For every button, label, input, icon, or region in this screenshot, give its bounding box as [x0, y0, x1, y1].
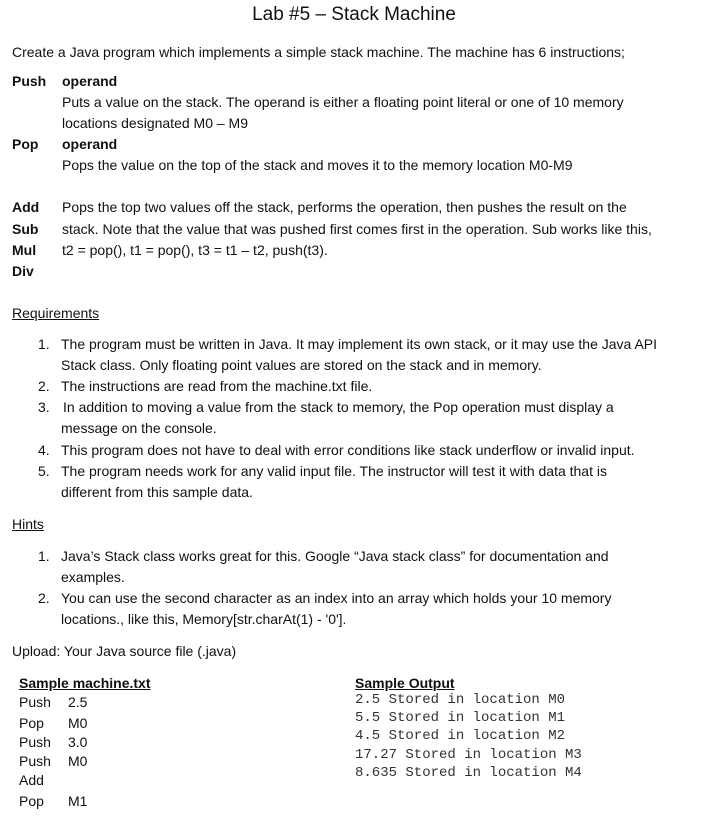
push-description-line: Puts a value on the stack. The operand is either a floating point literal or one of 10 memory: [62, 94, 624, 110]
sample-output-heading: Sample Output: [355, 675, 455, 691]
requirement-number: 3.: [38, 399, 50, 415]
sample-op: Push: [19, 753, 51, 769]
requirement-line: Stack class. Only floating point values are stored on the stack and in memory.: [61, 357, 542, 373]
requirement-line: This program does not have to deal with error conditions like stack underflow or invalid input.: [61, 442, 635, 458]
requirement-line: The program needs work for any valid input file. The instructor will test it with data that is: [61, 463, 607, 479]
sample-output-line: 17.27 Stored in location M3: [355, 747, 582, 763]
requirement-line: In addition to moving a value from the stack to memory, the Pop operation must display a: [63, 399, 614, 415]
requirement-line: different from this sample data.: [61, 484, 253, 500]
hint-line: You can use the second character as an index into an array which holds your 10 memory: [61, 590, 612, 606]
hint-line: locations., like this, Memory[str.charAt(1) - '0'].: [61, 611, 347, 627]
sample-op: Pop: [19, 715, 44, 731]
requirements-heading: Requirements: [12, 305, 100, 321]
hint-line: examples.: [61, 569, 125, 585]
arith-description-line: Pops the top two values off the stack, performs the operation, then pushes the result on the: [62, 199, 627, 215]
push-description-line: locations designated M0 – M9: [62, 115, 248, 131]
hint-number: 1.: [38, 548, 50, 564]
sample-op: Add: [19, 772, 44, 788]
add-instruction-name: Add: [12, 199, 40, 215]
sample-arg: M0: [68, 715, 88, 731]
sample-output-line: 5.5 Stored in location M1: [355, 710, 566, 726]
requirement-line: message on the console.: [61, 420, 217, 436]
sample-machine-heading: Sample machine.txt: [19, 675, 151, 691]
sample-op: Pop: [19, 793, 44, 809]
intro-text: Create a Java program which implements a simple stack machine. The machine has 6 instructions;: [12, 44, 625, 60]
sample-output-line: 2.5 Stored in location M0: [355, 692, 566, 708]
requirement-line: The instructions are read from the machine.txt file.: [61, 378, 373, 394]
mul-instruction-name: Mul: [12, 242, 37, 258]
sample-arg: 2.5: [68, 694, 88, 710]
requirement-number: 1.: [38, 336, 50, 352]
push-instruction-name: Push: [12, 73, 47, 89]
sample-arg: M1: [68, 793, 88, 809]
hint-line: Java’s Stack class works great for this. Google “Java stack class” for documentation and: [61, 548, 609, 564]
push-operand-label: operand: [62, 73, 118, 89]
pop-operand-label: operand: [62, 136, 118, 152]
arith-description-line: t2 = pop(), t1 = pop(), t3 = t1 – t2, push(t3).: [62, 242, 328, 258]
arith-description-line: stack. Note that the value that was pushed first comes first in the operation. Sub works like this,: [62, 221, 652, 237]
sample-output-line: 8.635 Stored in location M4: [355, 765, 582, 781]
sample-op: Push: [19, 694, 51, 710]
div-instruction-name: Div: [12, 263, 34, 279]
pop-instruction-name: Pop: [12, 136, 39, 152]
requirement-number: 5.: [38, 463, 50, 479]
pop-description: Pops the value on the top of the stack and moves it to the memory location M0-M9: [62, 157, 573, 173]
upload-instructions: Upload: Your Java source file (.java): [12, 643, 237, 659]
hint-number: 2.: [38, 590, 50, 606]
requirement-number: 4.: [38, 442, 50, 458]
sub-instruction-name: Sub: [12, 221, 39, 237]
page-title: Lab #5 – Stack Machine: [252, 4, 456, 25]
requirement-line: The program must be written in Java. It may implement its own stack, or it may use the Java API: [61, 336, 658, 352]
sample-op: Push: [19, 734, 51, 750]
sample-arg: 3.0: [68, 734, 88, 750]
hints-heading: Hints: [12, 516, 44, 532]
sample-output-line: 4.5 Stored in location M2: [355, 728, 566, 744]
requirement-number: 2.: [38, 378, 50, 394]
sample-arg: M0: [68, 753, 88, 769]
